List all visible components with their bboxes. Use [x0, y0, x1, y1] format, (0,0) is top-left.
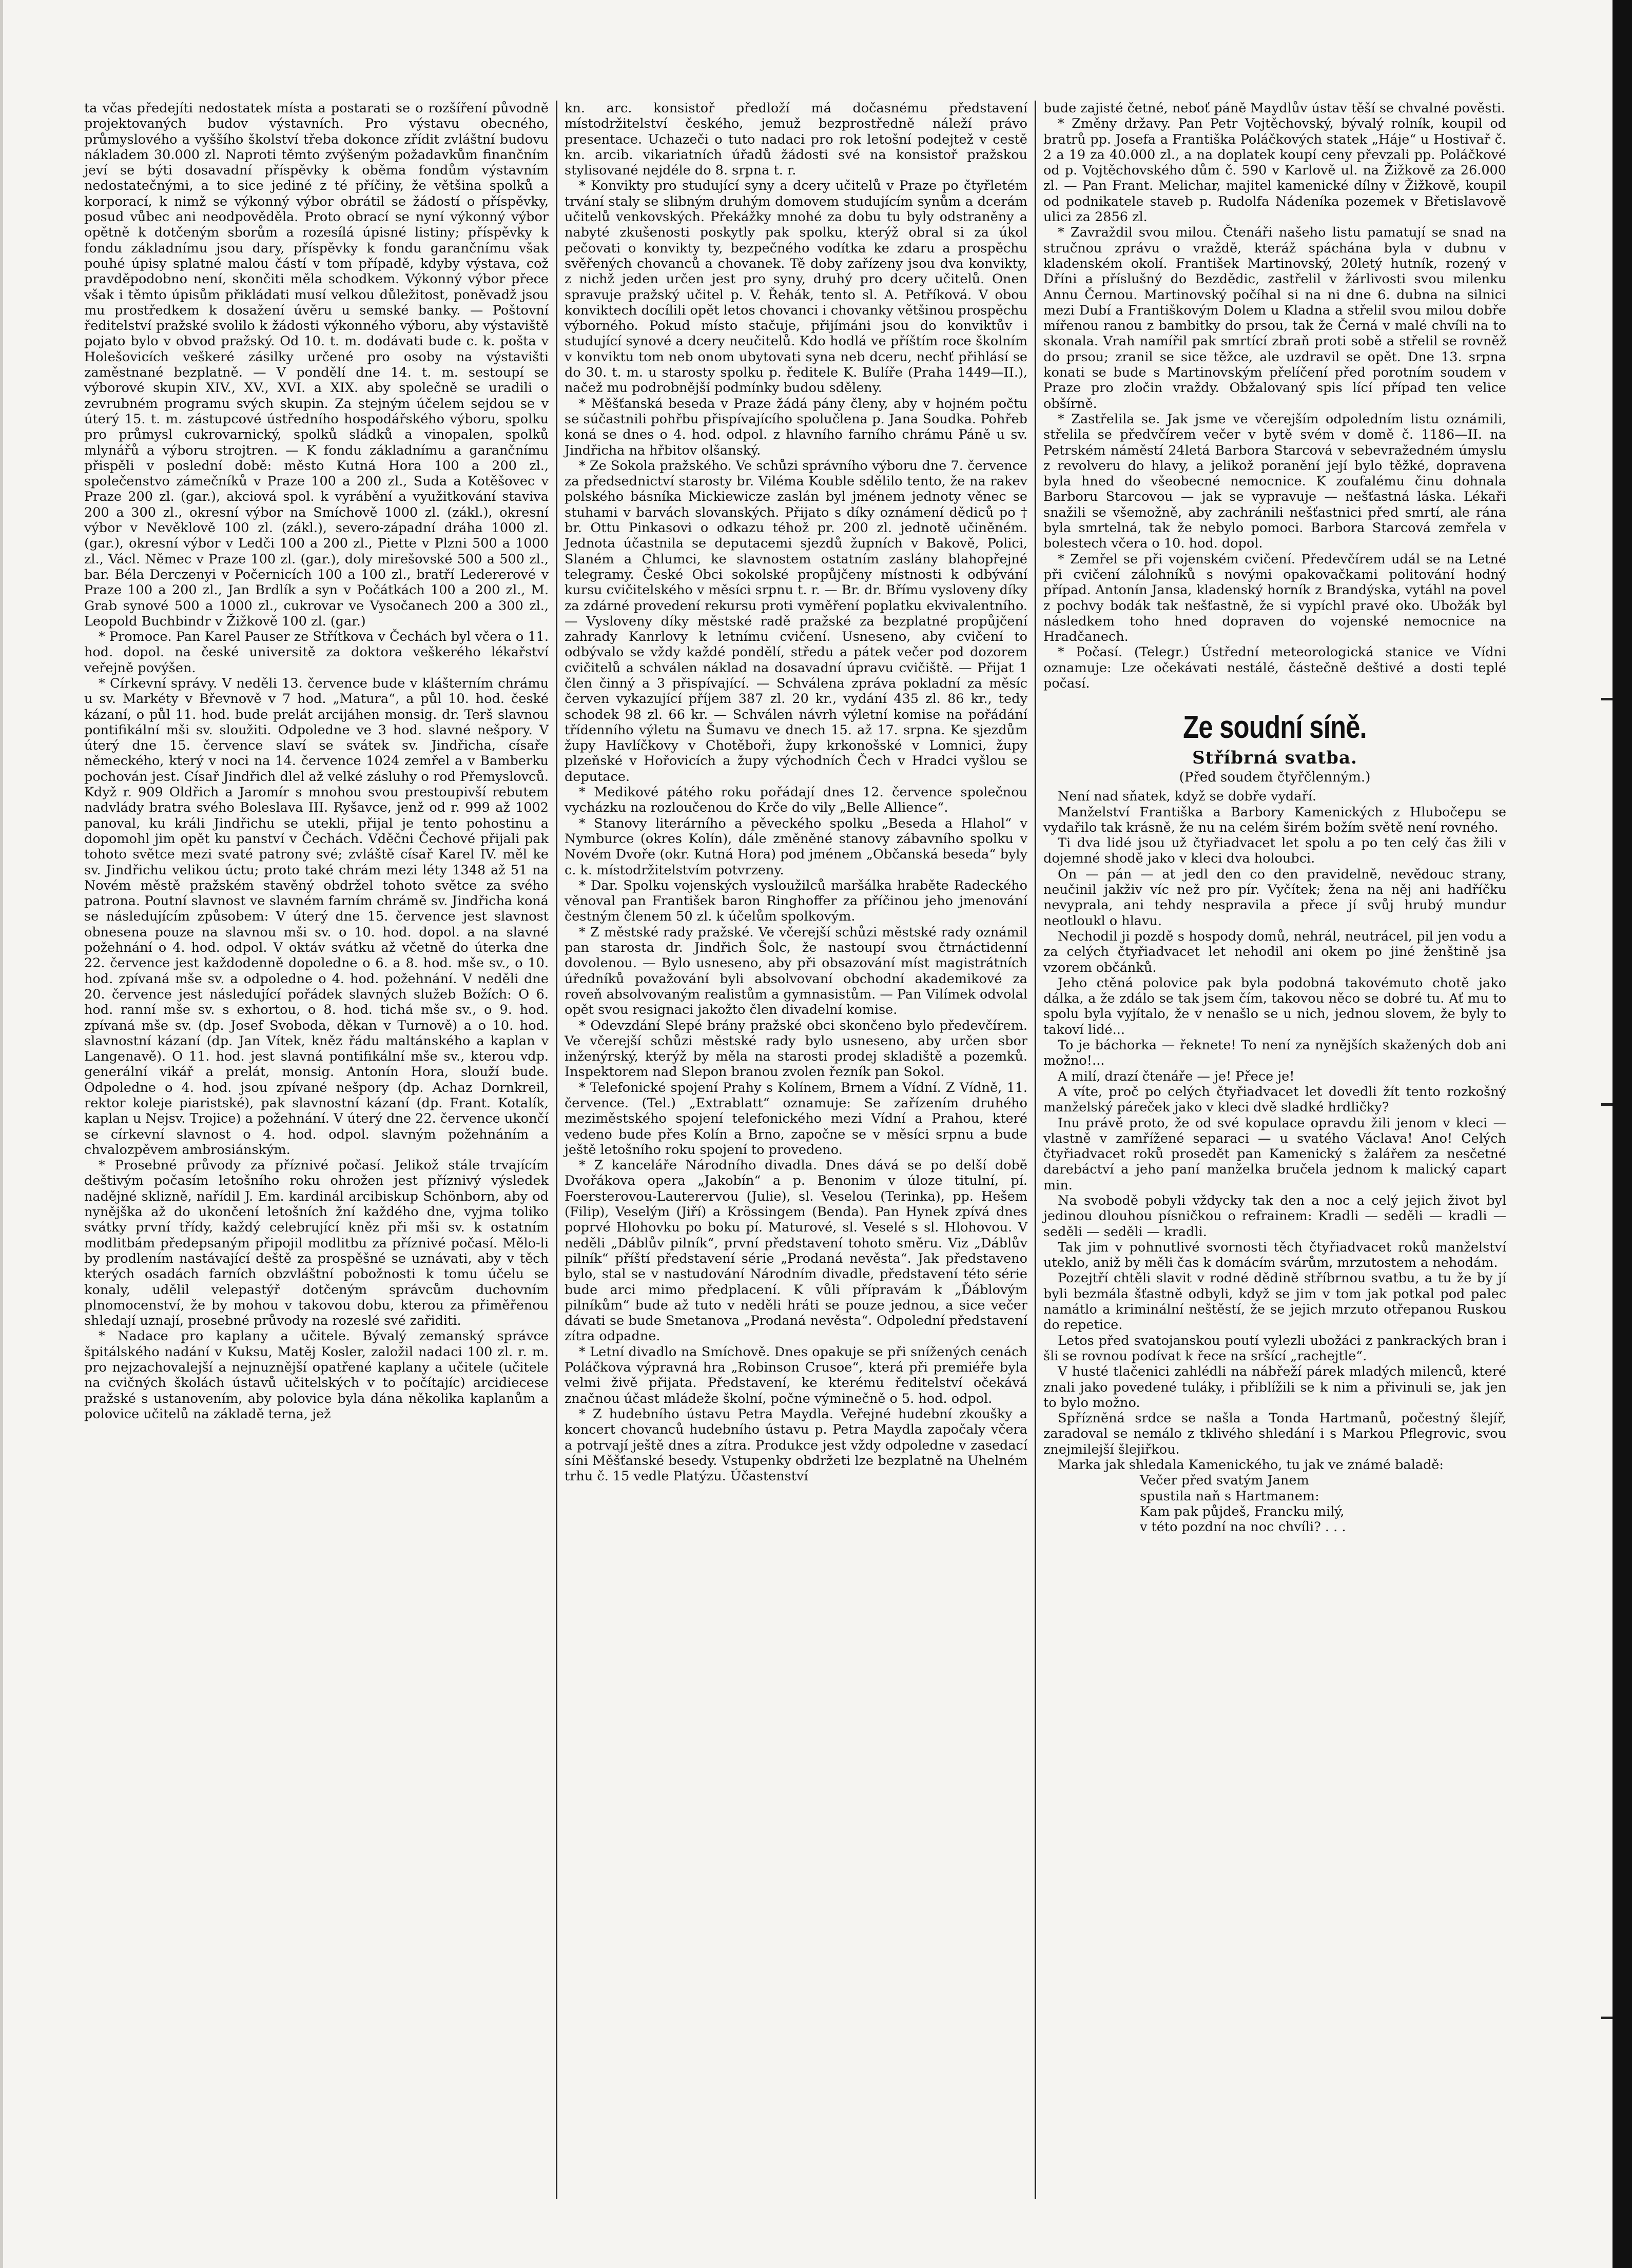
article-narodni-divadlo: * Z kanceláře Národního divadla. Dnes dává se po delší době Dvořákova opera „Jakobín“ a p. Benonim v úloze titulní, pí. Foersterovou-Lauterervou (Julie), sl. Veselou (Terinka), pp. Hešem (Filip), Veselým (Jiří) a Krössingem (Benda). Pan Hynek zpívá dnes poprvé Hlohovku po boku pí. Maturové, sl. Veselé s sl. Hlohovou. V neděli „Dáblův pilník“, první představení tohoto směru. Viz „Dáblův pilník“ příští představení série „Prodaná nevěsta“. Jak představeno bylo, stal se v nastudování Národním divadle, představení této série bude arci mimo předplacení. K vůli přípravám k „Ďáblovým pilníkům“ bude až tuto v neděli hráti se pouze jednou, a sice večer dávati se bude Smetanova „Prodaná nevěsta“. Odpolední představení zítra odpadne. — [565, 1158, 1027, 1344]
poem-line: Večer před svatým Janem — [1140, 1473, 1309, 1489]
section-heading: Ze soudní síně. — [1183, 710, 1367, 746]
article-slepa-brana: * Odevzdání Slepé brány pražské obci skončeno bylo předevčírem. Ve včerejší schůzi městské rady bylo usneseno, aby určen sbor inženýrský, kterýž by měla na starosti prodej skladiště a pozemků. Inspektorem nad Slepon branou zvolen řezník pan Sokol. — [565, 1018, 1027, 1080]
story-paragraph: Pozejtří chtěli slavit v rodné dědině stříbrnou svatbu, a tu že by jí byli bezmála šťastně odbyli, když se jim v tom jak potkal pod palec namátlo a kriminální neštěstí, že se jejich mrzuto otřepanou Ruskou do repetice. — [1043, 1270, 1506, 1333]
article-mestanska-beseda: * Měšťanská beseda v Praze žádá pány členy, aby v hojném počtu se súčastnili pohřbu přispívajícího spolučlena p. Jana Soudka. Pohřeb koná se dnes o 4. hod. odpol. z hlavního farního chrámu Páně u sv. Jindřicha na hřbitov olšanský. — [565, 396, 1027, 458]
column-2 — [556, 101, 1035, 2199]
article-promoce: * Promoce. Pan Karel Pauser ze Střítkova v Čechách byl včera o 11. hod. dopol. na české universitě za doktora veškerého lékařství veřejně povýšen. — [84, 629, 549, 676]
column-1 — [77, 101, 556, 2199]
scan-tick-mark — [1601, 1103, 1612, 1106]
article-zavrazdil: * Zavraždil svou milou. Čtenáři našeho listu pamatují se snad na stručnou zprávu o vraždě, kteráž spáchána byla v dubnu v kladenském okolí. František Martinovský, 20letý hutník, rozený v Dříni a příslušný do Bezdědic, zastřelil v žárlivosti svou milenku Annu Černou. Martinovský počíhal si na ni dne 6. dubna na silnici mezi Dubí a Františkovým Dolem u Kladna a střelil svou milou dobře mířenou ranou z bambitky do prsou, tak že Černá v malé chvíli na to skonala. Vrah namířil pak smrtící zbraň proti sobě a střelil se rovněž do prsou; zranil se sice těžce, ale uzdravil se opět. Dne 13. srpna konati se bude s Martinovským přelíčení před porotním soudem v Praze pro zločin vraždy. Obžalovaný spis lící případ ten velice obšírně. — [1043, 225, 1506, 412]
article-subtitle: (Před soudem čtyřčlenným.) — [1179, 770, 1371, 786]
article-zmeny-drzby: * Změny državy. Pan Petr Vojtěchovský, bývalý rolník, koupil od bratrů pp. Josefa a Františka Poláčkových statek „Háje“ u Hostivař č. 2 a 19 za 40.000 zl., a na doplatek koupí ceny převzali pp. Poláčkové od p. Vojtěchovského dům č. 590 v Karlově ul. na Žižkově za 26.000 zl. — Pan Frant. Melichar, majitel kamenické dílny v Žižkově, koupil od podnikatele staveb p. Rudolfa Nádeníka pozemek v Břetislavově ulici za 2856 zl. — [1043, 116, 1506, 225]
article-vojenske-cviceni: * Zemřel se při vojenském cvičení. Předevčírem udál se na Letné při cvičení zálohníků s novými opakovačkami politování hodný případ. Antonín Jansa, kladenský horník z Brandýska, vytáhl na povel z pochvy bodák tak nešťastně, že si vypíchl pravé oko. Ubožák byl následkem toho hned dopraven do vojenské nemocnice na Hradčanech. — [1043, 551, 1506, 645]
story-paragraph: Tak jim v pohnutlivé svornosti těch čtyřiadvacet roků manželství uteklo, aniž by měli čas k domácím svárům, mrzutostem a nehodám. — [1043, 1239, 1506, 1271]
article-sokol: * Ze Sokola pražského. Ve schůzi správního výboru dne 7. července za předsednictví starosty br. Viléma Kouble sdělilo tento, že na rakev polského básníka Mickiewicze zaslán byl jménem jednoty věnec se stuhami v barvách slovanských. Přijato s díky oznámení dědiců po † br. Ottu Pinkasovi o odkazu téhož pr. 200 zl. jednotě učiněném. Jednota účastnila se deputacemi sjezdů župních v Bakově, Polici, Slaném a Chlumci, ke slavnostem ostatním zaslány blahopřejné telegramy. České Obci sokolské propůjčeny místnosti k odbývání kursu cvičitelského v měsíci srpnu t. r. — Br. dr. Břímu vysloveny díky za zdárné provedení rekursu proti vyměření poplatku ekvivalentního. — Vysloveny díky městské radě pražské za bezplatné propůjčení zahrady Kanrlovy k letnímu cvičení. Usneseno, aby cvičení to odbývalo se vždy každé pondělí, středu a pátek večer pod dozorem cvičitelů a schválen náklad na dosavadní úpravu cvičiště. — Přijat 1 člen činný a 3 přispívající. — Schválena zpráva pokladní za měsíc červen vykazující příjem 387 zl. 20 kr., vydání 435 zl. 86 kr., tedy schodek 98 zl. 66 kr. — Schválen návrh výletní komise na pořádání třídenního výletu na Šumavu ve dnech 15. až 17. srpna. Ke sjezdům župy Havlíčkovy v Chotěboři, župy krkonošské v Lomnici, župy plzeňské v Hořovicích a župy východních Čech v Hradci vyšlou se deputace. — [565, 458, 1027, 785]
story-paragraph: Ti dva lidé jsou už čtyřiadvacet let spolu a po ten celý čas žili v dojemné shodě jako v kleci dva holoubci. — [1043, 835, 1506, 867]
story-paragraph: Marka jak shledala Kamenického, tu jak ve známé baladě: — [1058, 1457, 1444, 1473]
column-3 — [1035, 101, 1513, 2199]
article-letni-divadlo: * Letní divadlo na Smíchově. Dnes opakuje se při snížených cenách Poláčkova výpravná hra „Robinson Crusoe“, která při premiéře byla velmi živě přijata. Představení, ke kterému ředitelství očekává značnou účast mládeže školní, počne výminečně o 5. hod. odpol. — [565, 1344, 1027, 1406]
page-left-edge — [0, 0, 3, 2268]
story-paragraph: Nechodil ji pozdě s hospody domů, nehrál, neutrácel, pil jen vodu a za celých čtyřiadvacet let nehodil ani okem po jiné ženštině jsa vzorem občánků. — [1043, 928, 1506, 975]
story-paragraph: Jeho ctěná polovice pak byla podobná takovémuto chotě jako dálka, a že zdálo se tak jsem čím, takovou něco se dobré tu. Ať mu to spolu byla vyjítalo, že v nenašlo se u nich, jednou slovem, že byly to takoví lidé... — [1043, 975, 1506, 1038]
text-columns — [77, 101, 1576, 2199]
story-paragraph: Letos před svatojanskou poutí vylezli ubožáci z pankrackých bran i šli se rovnou podívat k řece na sršící „rachejtle“. — [1043, 1333, 1506, 1364]
story-paragraph: Manželství Františka a Barbory Kamenických z Hlubočepu se vydařilo tak krásně, že nu na celém širém božím světě není rovného. — [1043, 804, 1506, 835]
poem-line: Kam pak půjdeš, Francku milý, — [1140, 1503, 1345, 1519]
article-cirkevni-spravy: * Církevní správy. V neděli 13. července bude v klášterním chrámu u sv. Markéty v Břevnově v 7 hod. „Matura“, a půl 10. hod. české kázaní, o půl 11. hod. bude prelát arcijáhen monsig. dr. Terš slavnou pontifikální mši sv. sloužiti. Odpoledne ve 3 hod. slavné nešpory. V úterý dne 15. července slaví se svátek sv. Jindřicha, císaře německého, který v noci na 14. července 1024 zemřel a v Bamberku pochován jest. Císař Jindřich dlel až velké zásluhy o rod Přemyslovců. Když r. 909 Oldřich a Jaromír s mnohou svou prestoupivší rebutem nadvlády bratra svého Boleslava III. Ryšavce, jenž od r. 999 až 1002 panoval, ku králi Jindřichu se utekli, přijal je tento pohostinu a dopomohl jim opět ku panství v Čechách. Vděčni Čechové přijali pak tohoto světce mezi svaté patrony své; zvláště císař Karel IV. měl ke sv. Jindřichu velikou úctu; proto také chrám mezi léty 1348 až 51 na Novém městě pražském stavěný obdržel tohoto světce za svého patrona. Poutní slavnost ve slavném farním chrámě sv. Jindřicha koná se následujícím způsobem: V úterý dne 15. července jest slavnost obnesena pouze na slavnou mši sv. o 10. hod. dopol. a na slavné požehnání o 4. hod. odpol. V oktáv svátku až včetně do úterka dne 22. července jest každodenně dopoledne o 6. a 8. hod. mše sv., o 10. hod. zpívaná mše sv. a odpoledne o 4. hod. požehnání. V neděli dne 20. července jest následující pořádek slavných služeb Božích: O 6. hod. ranní mše sv. s exhortou, o 8. hod. tichá mše sv., o 9. hod. zpívaná mše sv. (dp. Josef Svoboda, děkan v Turnově) a o 10. hod. slavnostní kázaní (dp. Jan Vítek, kněz řádu maltánského a kaplan v Langenavě). O 11. hod. jest slavná pontifikální mše sv., kterou vdp. generální vikář a prelát, monsig. Antonín Hora, slouží bude. Odpoledne o 4. hod. jsou zpívané nešpory (dp. Achaz Dornkreil, rektor koleje piaristské), pak slavnostní kázaní (dp. Frant. Kotalík, kaplan u Nejsv. Trojice) a požehnání. V úterý dne 22. července ukončí se církevní slavnost o 4. hod. odpol. slavným požehnáním a chvalozpěvem ambrosiánským. — [84, 675, 549, 1158]
article-paragraph: kn. arc. konsistoř předloží má dočasnému představení místodržitelství českého, jemuž bezprostředně náleží právo presentace. Uchazeči o tuto nadaci pro rok letošní podejtež v cestě kn. arcib. vikariatních úřadů žádosti své na konsistoř pražskou stylisované nejdéle do 8. srpna t. r. — [565, 101, 1027, 179]
story-paragraph: Na svobodě pobyli vždycky tak den a noc a celý jejich život byl jedinou dlouhou písničkou o refrainem: Kradli — seděli — kradli — seděli — seděli — kradli. — [1043, 1193, 1506, 1240]
story-paragraph: V husté tlačenici zahlédli na nábřeží párek mladých milenců, které znali jako povedené tuláky, i přiblížili se k nim a přivinuli se, jak jen to bylo možno. — [1043, 1364, 1506, 1411]
article-zastrelila: * Zastřelila se. Jak jsme ve včerejším odpoledním listu oznámili, střelila se předvčírem večer v bytě svém v domě č. 1186—II. na Petrském náměstí 24letá Barbora Starcová v sebevražedném úmyslu z revolveru do hlavy, a jelikož poranění její bylo těžké, dopravena byla hned do všeobecné nemocnice. K zoufalému činu dohnala Barboru Starcovou — jak se vypravuje — nešťastná láska. Lékaři snažili se všemožně, aby zachránili nešťastnici před smrtí, ale rána byla smrtelná, tak že nebylo pomoci. Barbora Starcová zemřela v bolestech včera o 10. hod. dopol. — [1043, 411, 1506, 552]
article-medikove: * Medikové pátého roku pořádají dnes 12. července společnou vycházku na rozloučenou do Krče do vily „Belle Allience“. — [565, 785, 1027, 816]
story-paragraph: To je báchorka — řeknete! To není za nynějších skažených dob ani možno!... — [1043, 1038, 1506, 1069]
poem-line: spustila naň s Hartmanem: — [1140, 1488, 1319, 1504]
story-paragraph: Není nad sňatek, když se dobře vydaří. — [1058, 789, 1317, 805]
scan-tick-mark — [1601, 2017, 1612, 2019]
article-nadace: * Nadace pro kaplany a učitele. Bývalý zemanský správce špitálského nadání v Kuksu, Matěj Kosler, založil nadaci 100 zl. r. m. pro nejzachovalejší a nejnuznější opatřené kaplany a učitele (učitele na cvičných školách ústavů učitelských v to počítajíc) arcidiecese pražské s ustanovením, aby polovice byla dána několika kaplanům a polovice učitelů na základě terna, jež — [84, 1328, 549, 1422]
article-konvikty: * Konvikty pro studující syny a dcery učitelů v Praze po čtyřletém trvání staly se slibným druhým domovem studujícím synům a dcerám učitelů venkovských. Překážky mnohé za dobu tu byly odstraněny a nabyté zkušenosti poskytly pak spolku, kterýž obral si za úkol pečovati o konvikty ty, bezpečného vodítka ke zdaru a prospěchu svěřených chovanců a chovanek. Tě doby zařízeny jsou dva konvikty, z nichž jeden určen jest pro syny, druhý pro dcery učitelů. Onen spravuje pražský učitel p. V. Řehák, tento sl. A. Petříková. V obou konviktech docílili opět letos chovanci i chovanky většinou prospěchu výborného. Pokud místo stačuje, přijímáni jsou do konviktův i studující synové a dcery neučitelů. Kdo hodlá ve příštím roce školním v konviktu tom neb onom ubytovati syna neb dceru, nechť přihlásí se do 30. t. m. u starosty spolku p. ředitele K. Bulíře (Praha 1449—II.), načež mu podrobnější podmínky budou sděleny. — [565, 178, 1027, 396]
story-paragraph: On — pán — at jedl den co den pravidelně, nevědouc strany, neučinil jakživ víc než pro pír. Vyčítek; žena na něj ani hadříčku nevyprala, ani tehdy nespravila a přece jí svůj hrubý mundur neotloukl o hlavu. — [1043, 866, 1506, 929]
article-stanovy: * Stanovy literárního a pěveckého spolku „Beseda a Hlahol“ v Nymburce (okres Kolín), dále změněné stanovy zábavního spolku v Novém Dvoře (okr. Kutná Hora) pod jménem „Občanská beseda“ byly c. k. místodržitelstvím potvrzeny. — [565, 815, 1027, 878]
article-pocasi: * Počasí. (Telegr.) Ústřední meteorologická stanice ve Vídni oznamuje: Lze očekávati nestálé, částečně deštivé a dosti teplé počasí. — [1043, 644, 1506, 691]
article-prosebne-pruvody: * Prosebné průvody za příznivé počasí. Jelikož stále trvajícím deštivým počasím letošního roku ohrožen jest příznivý výsledek nadějné sklizně, nařídil J. Em. kardinál arcibiskup Schönborn, aby od nynějška až do ukončení letošních žní každého dne, vyjma toliko svátky první třídy, každý celebrující kněz při mši sv. k ostatním modlitbám předepsaným připojil modlitbu za příznivé počasí. Mělo-li by prodlením nastávající deště za prospěšné se uznávati, aby v těch kterých osadách farních obzvláštní pobožnosti k tomu účelu se konaly, udělil velepastýř dotčeným správcům duchovním plnomocenství, že by mohou v takovou dobu, kterou za přiměřenou shledají uznají, prosebné průvody na rozeslé své zařiditi. — [84, 1158, 549, 1329]
article-dar: * Dar. Spolku vojenských vysloužilců maršálka hraběte Radeckého věnoval pan František baron Ringhoffer za příčinou jeho jmenování čestným členem 50 zl. k účelům spolkovým. — [565, 877, 1027, 925]
article-paragraph: bude zajisté četné, neboť páně Maydlův ústav těší se chvalné pověsti. — [1043, 101, 1505, 116]
poem-line: v této pozdní na noc chvíli? . . . — [1140, 1519, 1346, 1535]
scanner-black-border — [1612, 0, 1632, 2268]
scan-tick-mark — [1601, 698, 1612, 700]
article-paragraph: ta včas předejíti nedostatek místa a postarati se o rozšíření původně projektovaných budov výstavních. Pro výstavu obecného, průmyslového a vyššího školství třeba dokonce zřídit zvláštní budovu nákladem 30.000 zl. Naproti těmto zvýšeným požadavkům finančním jeví se býti dosavadní příspěvky k oběma fondům výstavním nedostatečnými, a to sice jediné z té příčiny, že většina spolků a korporací, k nimž se výkonný výbor obrátil se žádostí o příspěvky, posud vůbec ani neodpověděla. Proto obrací se nyní výkonný výbor opětně k dotčeným sborům a rozesílá úpisné listiny; příspěvky k fondu základnímu jsou dary, příspěvky k fondu garančnímu však pouhé úpisy splatné malou částí v tom případě, kdyby výstava, což pravděpodobno není, skončiti měla schodkem. Výkonný výbor přece však i těmto úpisům přikládati musí velkou důležitost, poněvadž jsou mu prostředkem k dosažení úvěru u semské banky. — Poštovní ředitelství pražské svolilo k žádosti výkonného výboru, aby výstaviště pojato bylo v obvod pražský. Od 10. t. m. dodávati bude c. k. pošta v Holešovicích veškeré zásilky určené pro osoby na výstavišti zaměstnané bezplatně. — V pondělí dne 14. t. m. sestoupí se výborové skupin XIV., XV., XVI. a XIX. aby společně se uradili o zevrubném programu svých skupin. Za stejným účelem sejdou se v úterý 15. t. m. zástupcové ústředního hospodářského výboru, spolku pro průmysl cukrovarnický, spolků sládků a vinopalen, spolků mlynářů a výboru strojtren. — K fondu základnímu a garančnímu přispěli v poslední době: město Kutná Hora 100 a 200 zl., společenstvo zámečníků v Praze 100 a 200 zl., Suda a Kotěšovec v Praze 200 zl. (gar.), akciová spol. k vyrábění a využitkování staviva 200 a 300 zl., okresní výbor na Smíchově 1000 zl. (zákl.), okresní výbor v Nevěklově 100 zl. (zákl.), severo-západní dráha 1000 zl. (gar.), okresní výbor v Ledči 100 a 200 zl., Piette v Plzni 500 a 1000 zl., Václ. Němec v Praze 100 zl. (gar.), doly mirešovské 500 a 500 zl., bar. Béla Derczenyi v Počernicích 100 a 100 zl., bratří Ledererové v Praze 100 a 200 zl., Jan Brdlík a syn v Počátkách 100 a 200 zl., M. Grab synové 500 a 1000 zl., cukrovar ve Vysočanech 200 a 300 zl., Leopold Buchbindr v Žižkově 100 zl. (gar.) — [84, 101, 549, 629]
story-paragraph: A milí, drazí čtenáře — je! Přece je! — [1058, 1068, 1295, 1084]
story-paragraph: Inu právě proto, že od své kopulace opravdu žili jenom v kleci — vlastně v zamřížené separaci — u svatého Václava! Ano! Celých čtyřiadvacet roků prosedět pan Kamenický s žalářem za nesčetné darebáctví a jeho paní manželka bručela jednom k malický capart min. — [1043, 1115, 1506, 1193]
article-telefon: * Telefonické spojení Prahy s Kolínem, Brnem a Vídní. Z Vídně, 11. července. (Tel.) „Extrablatt“ oznamuje: Se zařízením druhého meziměstského spojení telefonického mezi Vídní a Prahou, které vedeno bude přes Kolín a Brno, započne se v měsíci srpnu a bude ještě letošního roku spojení to provedeno. — [565, 1080, 1027, 1158]
article-title: Stříbrná svatba. — [1192, 748, 1357, 769]
story-paragraph: A víte, proč po celých čtyřiadvacet let dovedli žít tento rozkošný manželský páreček jako v kleci dvě sladké hrdličky? — [1043, 1084, 1506, 1116]
article-hudebni-ustav: * Z hudebního ústavu Petra Maydla. Veřejné hudební zkoušky a koncert chovanců hudebního ústavu p. Petra Maydla započaly včera a potrvají ještě dnes a zítra. Produkce jest vždy odpoledne v zasedací síni Měšťanské besedy. Vstupenky obdržeti lze bezplatně na Uhelném trhu č. 15 vedle Platýzu. Účastenství — [565, 1406, 1027, 1484]
story-paragraph: Spřízněná srdce se našla a Tonda Hartmanů, počestný šlejíř, zaradoval se nemálo z tklivého shledání i s Markou Pflegrovic, svou znejmilejší šlejiřkou. — [1043, 1411, 1506, 1457]
article-mestska-rada: * Z městské rady pražské. Ve včerejší schůzi městské rady oznámil pan starosta dr. Jindřich Šolc, že nastoupí svou čtrnáctidenní dovolenou. — Bylo usneseno, aby při obsazování míst magistrátních úředníků považování byli absolvovaní obchodní akademikové za roveň absolvovaným realistům a gymnasistům. — Pan Vilímek odvolal opět svou resignaci jakožto člen divadelní komise. — [565, 924, 1027, 1018]
